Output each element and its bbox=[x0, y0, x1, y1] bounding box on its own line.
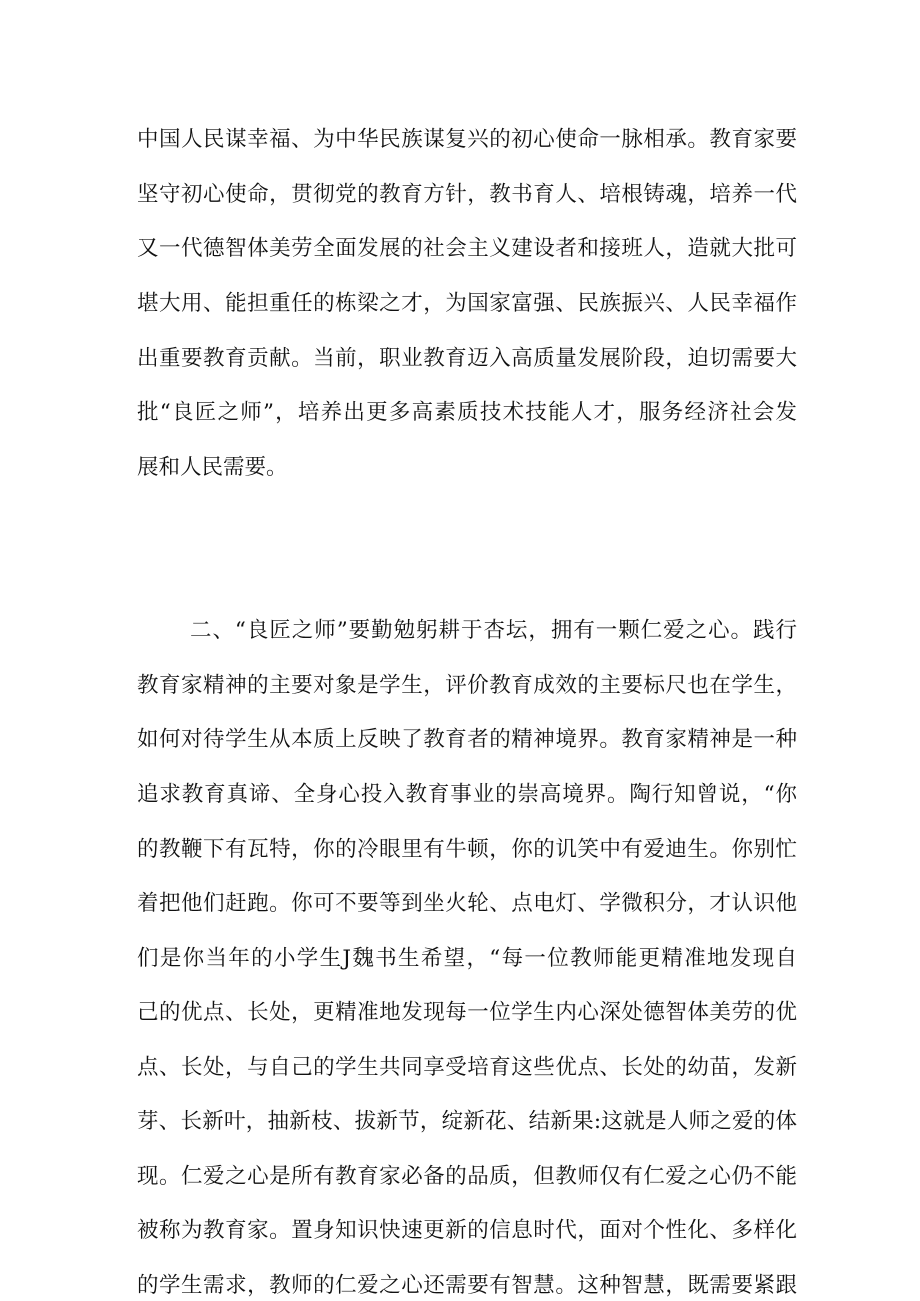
text-line: 着把他们赶跑。你可不要等到坐火轮、点电灯、学微积分，才认识他 bbox=[137, 891, 797, 916]
text-line: 的教鞭下有瓦特，你的冷眼里有牛顿，你的讥笑中有爱迪生。你别忙 bbox=[137, 837, 797, 862]
text-line: 追求教育真谛、全身心投入教育事业的崇高境界。陶行知曾说，“你 bbox=[137, 782, 797, 807]
text-line: 的学生需求，教师的仁爱之心还需要有智慧。这种智慧，既需要紧跟 bbox=[137, 1273, 797, 1298]
text-line: 堪大用、能担重任的栋梁之才，为国家富强、民族振兴、人民幸福作 bbox=[137, 291, 797, 316]
text-line: 展和人民需要。 bbox=[137, 455, 288, 480]
text-line: 芽、长新叶，抽新枝、拔新节，绽新花、结新果:这就是人师之爱的体 bbox=[137, 1109, 797, 1134]
text-line: 批“良匠之师”，培养出更多高素质技术技能人才，服务经济社会发 bbox=[137, 400, 797, 425]
text-line: 出重要教育贡献。当前，职业教育迈入高质量发展阶段，迫切需要大 bbox=[137, 346, 797, 371]
text-line: 如何对待学生从本质上反映了教育者的精神境界。教育家精神是一种 bbox=[137, 727, 797, 752]
text-line: 们是你当年的小学生J魏书生希望，“每一位教师能更精准地发现自 bbox=[137, 946, 797, 971]
text-line: 又一代德智体美劳全面发展的社会主义建设者和接班人，造就大批可 bbox=[137, 236, 797, 261]
text-line: 己的优点、长处，更精准地发现每一位学生内心深处德智体美劳的优 bbox=[137, 1000, 797, 1025]
text-line: 教育家精神的主要对象是学生，评价教育成效的主要标尺也在学生， bbox=[137, 673, 797, 698]
text-line: 中国人民谋幸福、为中华民族谋复兴的初心使命一脉相承。教育家要 bbox=[137, 127, 797, 152]
text-line: 点、长处，与自己的学生共同享受培育这些优点、长处的幼苗，发新 bbox=[137, 1055, 797, 1080]
text-line: 坚守初心使命，贯彻党的教育方针，教书育人、培根铸魂，培养一代 bbox=[137, 182, 797, 207]
text-line: 现。仁爱之心是所有教育家必备的品质，但教师仅有仁爱之心仍不能 bbox=[137, 1164, 797, 1189]
section-heading-line: 二、“良匠之师”要勤勉躬耕于杏坛，拥有一颗仁爱之心。践行 bbox=[190, 618, 797, 643]
text-line: 被称为教育家。置身知识快速更新的信息时代，面对个性化、多样化 bbox=[137, 1218, 797, 1243]
